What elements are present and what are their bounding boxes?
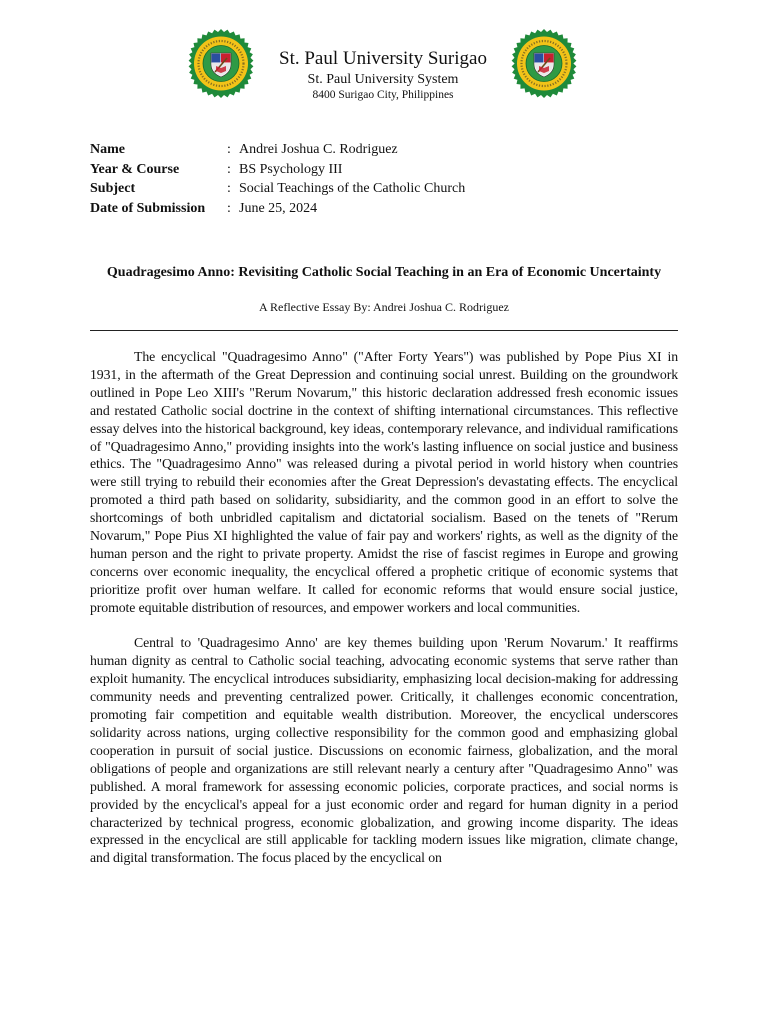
seal-right-graphic	[507, 28, 581, 102]
title-divider	[90, 330, 678, 331]
student-info	[90, 140, 465, 218]
info-value: BS Psychology III	[239, 161, 343, 177]
info-label: Name	[90, 142, 125, 157]
university-system: St. Paul University System	[307, 72, 459, 87]
seal-shield-blue	[212, 54, 221, 63]
info-value: June 25, 2024	[239, 200, 318, 216]
info-colon: :	[227, 142, 231, 157]
info-row-subject	[90, 179, 465, 199]
university-address: 8400 Surigao City, Philippines	[312, 89, 454, 101]
essay-paragraph: The encyclical "Quadragesimo Anno" ("After Forty Years") was published by Pope Pius XI in 1931, in the aftermath of the Great Depression and continuing social unrest. Building on the groundwork outlined in Pope Leo XIII's "Rerum Novarum," this historic declaration addressed fresh economic issues and restated Catholic social doctrine in the context of shifting international circumstances. This reflective essay delves into the historical background, key ideas, contemporary relevance, and individual ramifications of "Quadragesimo Anno," providing insights into the work's lasting influence on social justice and business ethics. The "Quadragesimo Anno" was released during a pivotal period in world history when countries were still trying to rebuild their economies after the Great Depression's devastating effects. The encyclical promoted a third path based on solidarity, subsidiarity, and the common good in an effort to solve the shortcomings of both unbridled capitalism and dictatorial socialism. Based on the tenets of "Rerum Novarum," Pope Pius XI highlighted the value of fair pay and workers' rights, as well as the dignity of the human person and the right to private property. Amidst the rise of fascist regimes in Europe and growing concerns over economic inequality, the encyclical offered a prophetic critique of economic systems that prioritize profit over human welfare. It called for economic reforms that would ensure social justice, promote equitable distribution of resources, and empower workers and local communities.	[90, 349, 678, 615]
university-name: St. Paul University Surigao	[279, 48, 487, 69]
info-colon: :	[227, 200, 231, 216]
info-value: Andrei Joshua C. Rodriguez	[239, 142, 398, 157]
info-label: Date of Submission	[90, 200, 206, 216]
info-row-date-of-submission	[90, 199, 465, 219]
seal-shield-blue	[535, 54, 544, 63]
info-colon: :	[227, 161, 231, 177]
seal-shield-red	[221, 54, 231, 63]
university-seal-right-icon	[507, 28, 581, 102]
seal-left-graphic	[184, 28, 258, 102]
info-row-name	[90, 140, 465, 160]
essay-paragraph: Central to 'Quadragesimo Anno' are key themes building upon 'Rerum Novarum.' It reaffirms human dignity as central to Catholic social teaching, advocating economic systems that serve rather than exploit humanity. The encyclical introduces subsidiarity, emphasizing local decision-making for addressing community needs and preventing centralized power. Critically, it challenges economic concentration, promoting fair competition and equitable wealth distribution. Moreover, the encyclical underscores solidarity across nations, urging collective responsibility for the common good and emphasizing global cooperation in pursuit of social justice. Discussions on economic fairness, globalization, and the moral obligations of people and organizations are still relevant nearly a century after "Quadragesimo Anno" was published. A moral framework for assessing economic policies, corporate practices, and social norms is provided by the encyclical's appeal for a just economic order and regard for human dignity in a period characterized by technical progress, economic globalization, and growing income disparity. The ideas expressed in the encyclical are still applicable for tackling modern issues like migration, climate change, and digital transformation. The focus placed by the encyclical on	[90, 635, 678, 866]
seal-shield-red	[544, 54, 554, 63]
university-seal-left-icon	[184, 28, 258, 102]
info-value: Social Teachings of the Catholic Church	[239, 181, 466, 196]
info-label: Subject	[90, 181, 136, 196]
essay-body	[90, 348, 678, 885]
info-label: Year & Course	[90, 161, 180, 177]
info-row-year-course	[90, 160, 465, 180]
info-colon: :	[227, 181, 231, 196]
essay-byline: A Reflective Essay By: Andrei Joshua C. Rodriguez	[259, 300, 509, 314]
essay-title: Quadragesimo Anno: Revisiting Catholic Social Teaching in an Era of Economic Uncertainty	[106, 265, 662, 280]
